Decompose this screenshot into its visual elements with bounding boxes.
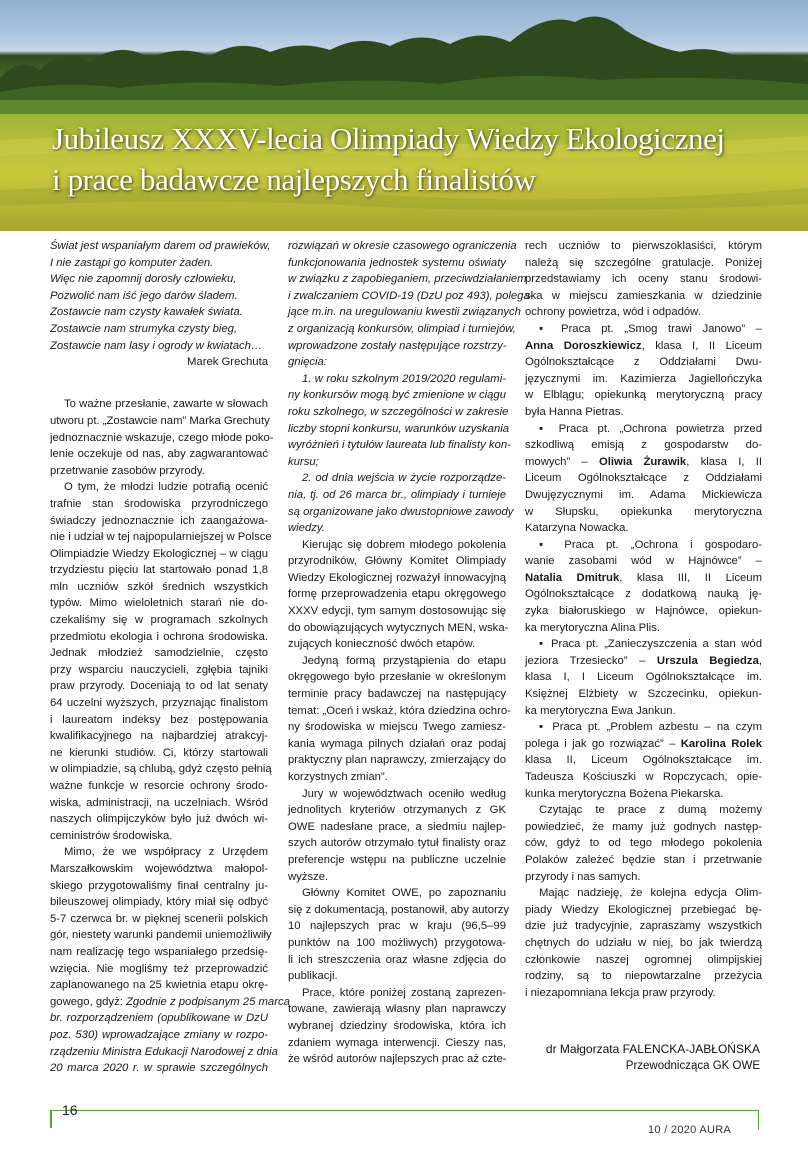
column-2 (288, 238, 534, 1068)
text-line: Czytając te prace z dumą możemy (539, 804, 762, 817)
text-line: bileuszowej olimpiady, który miał się odbyć (50, 896, 268, 909)
text-line: Tadeusza Kościuszki w Ropczycach, opie- (525, 771, 762, 783)
text-line: ważne funkcje w resorcie ochrony środo- (50, 780, 268, 792)
poem-line: Więc nie zapomnij dorosły człowieku, (50, 273, 237, 286)
text-line: szych autorów otrzymało tytuł finalisty oraz (288, 837, 506, 850)
text-line: liczby stopni konkursu, warunków uzyskania (288, 422, 510, 435)
text-line: w Słupsku, opiekunka merytoryczna (525, 505, 762, 518)
text-line: mln uczniów szkół średnich wszystkich (50, 580, 268, 593)
text-line: zdaniem wymaga interwencji. Cieszy nas, (288, 1036, 506, 1049)
text-line: roku szkolnego, w szczególności w zakresie (288, 405, 509, 418)
text-line: języcznymi im. Kazimierza Jagiellończyka (525, 372, 762, 385)
text-line: 20 marca 2020 r. w sprawie szczególnych (50, 1062, 268, 1075)
text-line (525, 338, 762, 355)
footer-rule (50, 1110, 758, 1111)
text-line: gór, niestety warunki pandemii uniemożliwiły (50, 929, 272, 942)
text-line: przedmiotu ekologia i ochrona środowiska. (50, 630, 268, 643)
text-line: poz. 530) wprowadzające zmiany w rozpo- (50, 1028, 268, 1041)
text-line: Katarzyna Nowacka. (525, 522, 629, 535)
text-line: Mimo, że we współpracy z Urzędem (64, 846, 268, 859)
text-line: typów. Mimo wieloletnich starań nie do- (50, 597, 268, 610)
page-number: 16 (62, 1102, 78, 1118)
text-line: zyka białoruskiego w Hajnówce, opiekun- (525, 605, 762, 618)
text-line: zujących konieczność dwóch etapów. (288, 638, 476, 651)
text-segment: , klasa III, II Liceum (619, 571, 762, 584)
text-line: XXXV edycji, tym samym dostosowując się (288, 605, 506, 618)
text-line: towane, zawierają własny plan naprawczy (288, 1003, 506, 1016)
text-line: piady Wiedzy Ekologicznej przebiegać bę- (525, 903, 762, 916)
text-line: ne kierunki studiów. Ci, którzy startowali (50, 746, 268, 759)
text-line: praktyczny plan naprawczy, zmierzający do (288, 754, 506, 767)
text-line: lenie oczekuje od nas, aby zagwarantować (50, 448, 268, 461)
text-line: z organizacją konkursów, olimpiad i turniejów, (288, 322, 516, 335)
paragraph (525, 885, 762, 1001)
text-line: ska w miejscu zamieszkania w dziedzinie (525, 289, 762, 302)
text-line: ▪ Praca pt. „Ochrona i gospodaro- (539, 538, 762, 551)
text-line: Wiedzy Ekologicznej rozważył innowacyjną (288, 571, 506, 584)
text-line: To ważne przesłanie, zawarte w słowach (64, 398, 268, 411)
text-line: była Hanna Pietras. (525, 405, 624, 418)
title-line-2: i prace badawcze najlepszych finalistów (52, 162, 536, 197)
student-name: Oliwia Żurawik (598, 455, 687, 468)
text-line: nie i udział w tej najpopularniejszej w Polsce (50, 531, 272, 544)
text-line: klasa II, Liceum Ogólnokształcące im. (525, 754, 762, 767)
text-line: w olimpiadzie, są chlubą, gdyż często pełnią (50, 763, 272, 776)
text-line: przetrwanie zasobów przyrody. (50, 464, 205, 477)
text-line: naszych olimpijczyków było już dwóch wi- (50, 813, 268, 826)
text-line: publikacji. (288, 970, 338, 983)
text-line: do obowiązujących wytycznych MEN, wska- (288, 621, 509, 634)
text-line: Liceum Ogólnokształcące z Oddziałami (525, 472, 762, 485)
poem-line: Zostawcie nam strumyka czysty bieg, (50, 322, 238, 335)
text-line: wybranej dziedziny środowiska, która ich (288, 1019, 506, 1032)
text-line: praw przyrody. Doceniają to od lat senaty (50, 680, 268, 693)
text-segment: Zgodnie z podpisanym 25 marca (126, 995, 290, 1008)
poem-line: Świat jest wspaniałym darem od prawieków, (50, 240, 271, 252)
text-line: utworu pt. „Zostawcie nam” Marka Grechuty (50, 414, 270, 427)
text-line: trafnie stan środowiska przyrodniczego (50, 497, 268, 510)
text-line: powiedzieć, że mamy już godnych następ- (525, 820, 762, 833)
text-line: Prace, które poniżej zostaną zaprezen- (302, 986, 506, 999)
poem-author: Marek Grechuta (187, 356, 268, 369)
text-line: ka merytoryczna Alina Plis. (525, 621, 660, 634)
poem-line: Zostawcie nam czysty kawałek świata. (50, 306, 243, 319)
text-line: wiedzy. (288, 522, 325, 535)
column-3 (525, 238, 762, 1001)
text-line: ochrony powietrza, wód i odpadów. (525, 306, 701, 319)
text-line: Ogólnokształcące z dodatkową nauką ję- (525, 588, 762, 601)
text-line: ceministrów środowiska. (50, 829, 173, 842)
text-line: formę przeprowadzenia etapu okręgowego (288, 588, 506, 601)
article-title (52, 118, 792, 200)
title-line-1: Jubileusz XXXV-lecia Olimpiady Wiedzy Ekologicznej (52, 121, 725, 156)
text-line: w Elblągu; opiekunką merytoryczną pracy (525, 389, 762, 402)
text-line: przy wsparciu nauczycieli, zgłębia tajniki (50, 663, 268, 676)
text-line: rozwiązań w okresie czasowego ograniczenia (288, 240, 517, 252)
student-name: Urszula Begiedza (656, 654, 759, 667)
text-line: trzydziestu pięciu lat startowało ponad 1,8 (50, 564, 268, 577)
text-line: Księżnej Elżbiety w Szczecinku, opiekun- (525, 688, 762, 701)
text-line: wanie zasobami wód w Hajnówce” – (525, 555, 762, 568)
text-segment: polega i jak go rozwiązać” – (525, 737, 681, 750)
text-line: członkowie naszej ogromnej olimpijskiej (525, 953, 762, 966)
text-line: kunka merytoryczna Bożena Piekarska. (525, 787, 724, 800)
paragraph (50, 844, 290, 1076)
text-line: skiego przygotowaliśmy finał centralny ju- (50, 879, 268, 892)
text-line: 64 uczelni wyższych, przyznając finalistom (50, 697, 268, 710)
text-line: Główny Komitet OWE, po zapoznaniu (302, 887, 506, 900)
text-line (50, 994, 290, 1011)
text-line: nam realizację tego wspaniałego przedsię- (50, 945, 268, 958)
text-line: terminie pracy badawczej na następujący (288, 688, 506, 701)
list-item (525, 636, 762, 719)
text-line: szkodliwą emisją z gospodarstw do- (525, 439, 762, 452)
author-role: Przewodnicząca GK OWE (625, 1060, 760, 1072)
text-line: wyższe. (288, 870, 329, 883)
poem-line: Pozwolić nam iść jego darów śladem. (50, 289, 238, 302)
text-line: wzięcia. Nie mogliśmy też przeprowadzić (50, 962, 268, 975)
text-line: Kierując się dobrem młodego pokolenia (302, 538, 506, 551)
paragraph (525, 238, 762, 321)
footer-tick (50, 1110, 52, 1128)
text-line: br. rozporządzeniem (opublikowane w DzU (50, 1012, 268, 1025)
text-line: świadczy jednoznacznie ich zaangażowa- (50, 514, 268, 527)
text-line: rządzeniu Ministra Edukacji Narodowej z dnia (50, 1045, 278, 1058)
text-line: dzie już tradycyjnie, zapraszamy wszystkich (525, 920, 762, 933)
paragraph (50, 396, 274, 479)
text-line: rech uczniów to pierwszoklasiści, którym (525, 240, 762, 252)
list-item (525, 537, 762, 637)
author-name: FALENCKA-JABŁOŃSKA (622, 1042, 760, 1056)
text-line: O tym, że młodzi ludzie potrafią ocenić (64, 481, 268, 494)
text-segment: , (758, 654, 762, 667)
text-line: 10 najlepszych prac w kraju (96,5–99 (288, 920, 506, 933)
text-line: rodziny, są to niepowtarzalne przeżycia (525, 970, 762, 983)
text-line: że wśród autorów najlepszych prac aż czte- (288, 1053, 507, 1066)
student-name: Anna Doroszkiewicz (525, 339, 642, 352)
text-line: li ich streszczenia oraz własne zdjęcia do (288, 953, 506, 966)
footer-end-tick (758, 1110, 759, 1130)
poem-line: Zostawcie nam lasy i ogrody w kwiatach… (50, 339, 263, 352)
text-line: 5-7 czerwca br. w pięknej scenerii polskich (50, 912, 268, 925)
text-line: OWE nadesłane prace, a siedmiu najlep- (288, 820, 506, 833)
text-line (525, 454, 762, 471)
paragraph (288, 786, 506, 886)
list-item (525, 421, 762, 537)
text-line: kursu; (288, 455, 319, 468)
text-segment: mowych” – (525, 455, 599, 468)
text-segment: , klasa I, II Liceum (641, 339, 762, 352)
student-name: Karolina Rolek (680, 737, 762, 750)
text-line: ny konkursów mogą być zmienione w ciągu (288, 389, 506, 402)
text-line: funkcjonowania jednostek systemu oświaty (288, 256, 506, 269)
text-line: przyrody i nas samych. (525, 870, 641, 883)
text-line: klasa I, I Liceum Ogólnokształcące im. (525, 671, 762, 684)
text-line: przedstawiamy ich oceny stanu środowi- (525, 273, 762, 286)
text-line: chętnych do udziału w niej, bo jak twierdzą (525, 936, 762, 949)
column-1 (50, 238, 290, 1077)
text-line: ka merytoryczna Ewa Jankun. (525, 704, 676, 717)
text-line: Polaków zależeć będzie stan i przetrwanie (525, 853, 762, 866)
text-line: jednolitych kryteriów otrzymanych z GK (288, 804, 506, 817)
text-line: 2. od dnia wejścia w życie rozporządze- (302, 472, 506, 485)
text-line: ców, gdyż to od tego młodego pokolenia (525, 837, 762, 850)
text-line: wiska, administracji, na uczelniach. Wśród (50, 796, 268, 809)
text-line: wyróżnień i tytułów laureata lub finalisty kon- (288, 439, 511, 452)
text-line: nia, tj. od 26 marca br., olimpiady i turnieje (288, 488, 506, 501)
text-line: Marszałkowskim województwa małopol- (50, 862, 268, 875)
poem (50, 238, 271, 354)
text-line: i laureatom indeksy bez postępowania (50, 713, 268, 726)
text-line: jące m.in. na uregulowaniu kwestii związanych (288, 306, 521, 319)
paragraph (288, 537, 509, 653)
text-segment: jeziora Trzesiecko” – (525, 654, 657, 667)
poem-line: I nie zastąpi go komputer żaden. (50, 256, 214, 269)
text-segment: gowego, gdyż: (50, 995, 126, 1008)
text-line: Jury w województwach oceniło według (302, 787, 506, 800)
author-signature (480, 1042, 760, 1056)
text-line: korzystnych zmian”. (288, 771, 388, 783)
text-line: preferencje wstępu na publiczne uczelnie (288, 853, 506, 866)
header-photo (0, 0, 808, 231)
text-line: gnięcia: (288, 356, 327, 369)
text-line: jednoznacznie wskazuje, czego młode poko- (50, 431, 274, 444)
paragraph (50, 479, 272, 844)
text-segment: , klasa I, II (686, 455, 762, 468)
text-line: ▪ Praca pt. „Problem azbestu – na czym (539, 721, 762, 734)
text-line: Dwujęzycznymi im. Adama Mickiewicza (525, 488, 762, 501)
text-line: Jednak młodzież samodzielnie, często (50, 647, 268, 660)
text-line: 1. w roku szkolnym 2019/2020 regulami- (302, 372, 506, 385)
list-item (525, 321, 762, 421)
paragraph (525, 802, 762, 885)
student-name: Natalia Dmitruk (525, 571, 620, 584)
text-line: należą się szczególne gratulacje. Poniżej (525, 256, 762, 269)
text-line: ▪ Praca pt. „Smog trawi Janowo” – (539, 322, 762, 335)
text-line: kwalifikacyjnego na najbardziej atrakcyj- (50, 730, 268, 743)
text-line: w związku z zapobieganiem, przeciwdziałaniem (288, 273, 527, 286)
paragraph (288, 653, 511, 786)
text-line: okręgowego było przesłanie w określonym (288, 671, 506, 684)
list-item (525, 719, 762, 802)
text-line: wprowadzone zostały następujące rozstrzy- (288, 339, 507, 352)
paragraph (288, 885, 510, 985)
text-line: temat: „Oceń i wskaż, która dziedzina ochro- (288, 704, 511, 717)
text-line: Olimpiadzie Wiedzy Ekologicznej – w ciągu (50, 547, 268, 560)
author-prefix: dr Małgorzata (545, 1042, 623, 1056)
text-line: ▪ Praca pt. „Ochrona powietrza przed (539, 422, 762, 435)
text-line: i zwalczaniem COVID-19 (DzU poz 493), polega- (288, 289, 534, 302)
text-line: ▪ Praca pt. „Zanieczyszczenia a stan wód (539, 638, 762, 651)
text-line (525, 736, 762, 753)
text-line (525, 653, 762, 670)
text-line: zaplanowanego na 25 kwietnia etapu okrę- (50, 979, 268, 992)
text-line: przyrodników, Główny Komitet Olimpiady (288, 555, 506, 568)
text-line: są organizowane jako dwustopniowe zawody (288, 505, 514, 518)
text-line: Mając nadzieję, że kolejna edycja Olim- (539, 887, 762, 900)
quoted-regulation (288, 238, 534, 537)
issue-label: 10 / 2020 AURA (648, 1124, 732, 1136)
text-line: punktów na 100 możliwych) przygotowa- (288, 936, 506, 949)
text-line (525, 570, 762, 587)
text-line: kania wymaga pilnych działań oraz podaj (288, 737, 506, 750)
text-line: i niezapomniana lekcja praw przyrody. (525, 986, 716, 999)
text-line: się z dokumentacją, postanowił, aby autorzy (288, 903, 510, 916)
text-line: Ogólnokształcące z Oddziałami Dwu- (525, 356, 762, 369)
text-line: Jedyną formą przystąpienia do etapu (302, 654, 506, 667)
text-line: czekaliśmy się w programach szkolnych (50, 614, 268, 627)
paragraph (288, 985, 506, 1068)
text-line: ny środowiska w miejscu Twego zamiesz- (288, 721, 506, 734)
